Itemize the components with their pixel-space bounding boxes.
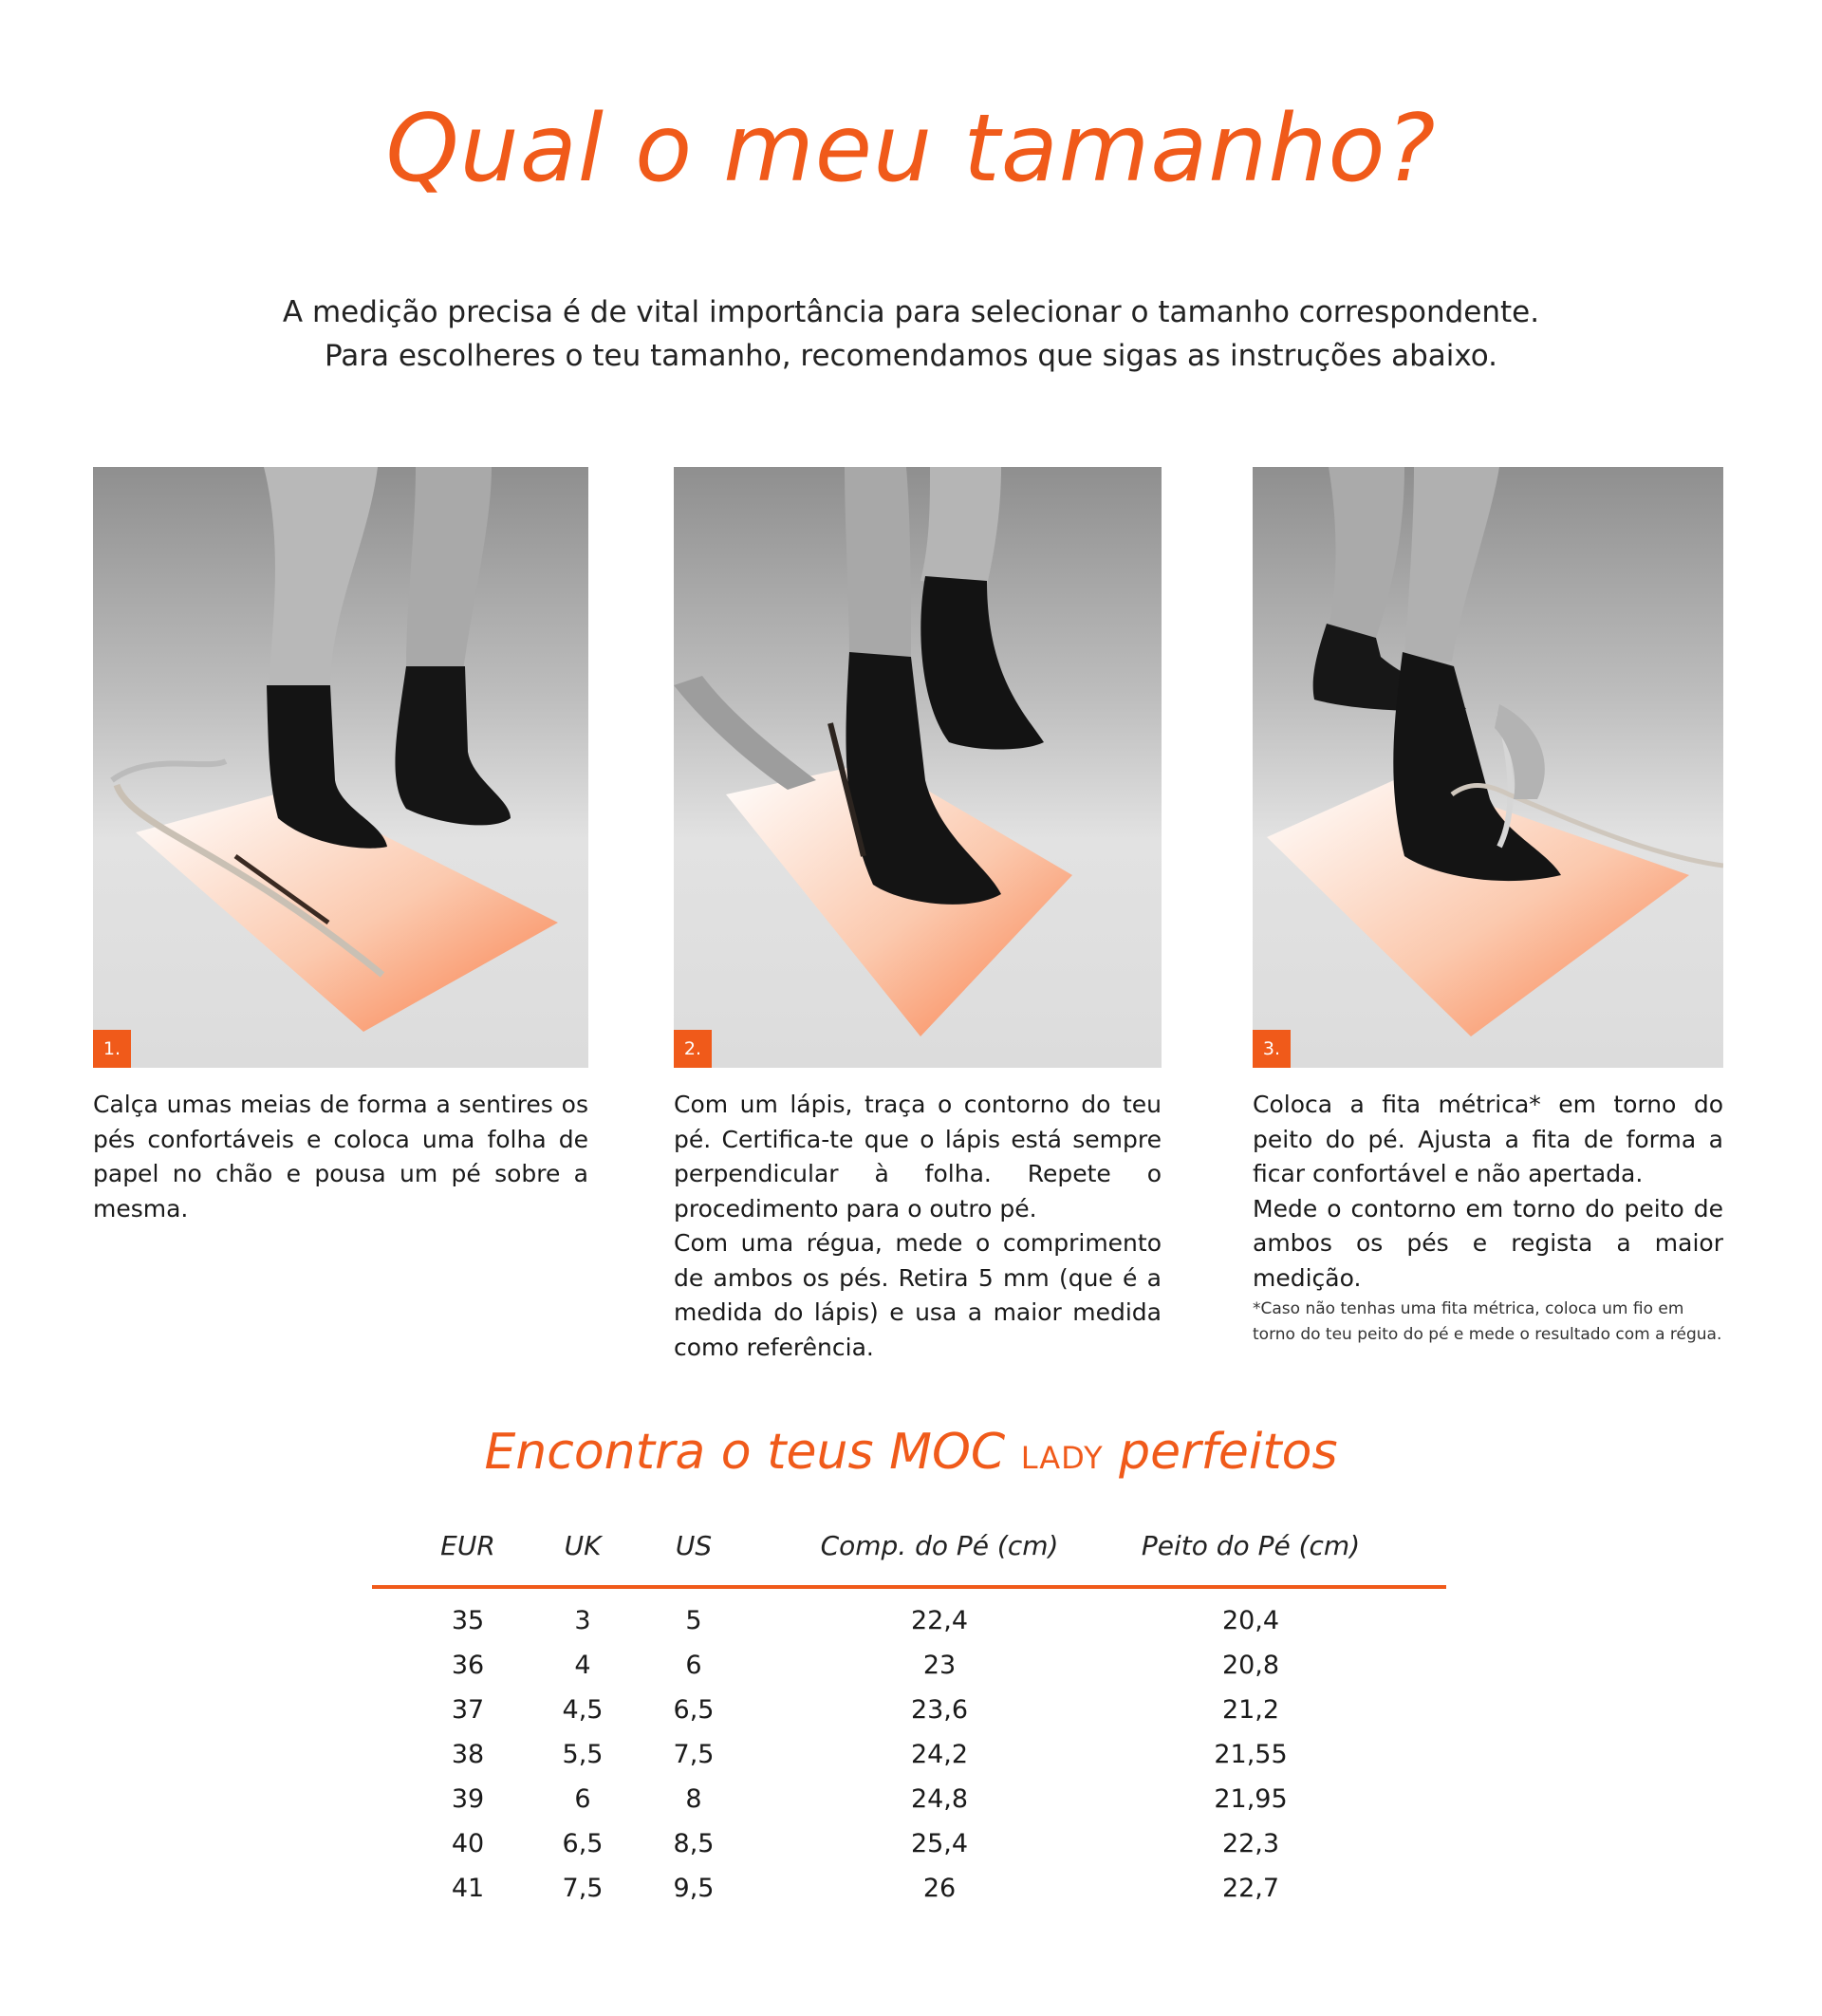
- column-header-foot-length: Comp. do Pé (cm): [820, 1530, 1059, 1561]
- column-header-us: US: [675, 1530, 713, 1561]
- size-table-title: [0, 1424, 1822, 1481]
- page-title: Qual o meu tamanho?: [385, 95, 1437, 203]
- step-1-photo: [93, 467, 588, 1068]
- cell-eur: 36: [451, 1651, 485, 1680]
- cell-uk: 4,5: [562, 1695, 604, 1725]
- cell-foot-length: 23: [922, 1651, 957, 1680]
- step-1-text: [93, 1088, 588, 1226]
- size-table-body: [372, 1606, 1446, 1918]
- table-row: [372, 1784, 1446, 1829]
- step-3-footnote: *Caso não tenhas uma fita métrica, coloca um fio em torno do teu peito do pé e mede o resultado com a régua.: [1253, 1299, 1722, 1344]
- cell-foot-length: 23,6: [910, 1695, 969, 1725]
- cell-uk: 4: [574, 1651, 591, 1680]
- size-table-title-part-3: perfeitos: [1119, 1424, 1338, 1481]
- cell-eur: 35: [451, 1606, 485, 1635]
- step-3-text: [1253, 1088, 1723, 1296]
- cell-instep: 22,7: [1221, 1874, 1280, 1903]
- table-row: [372, 1606, 1446, 1651]
- step-1-illustration: [93, 467, 588, 1068]
- cell-us: 6: [685, 1651, 702, 1680]
- cell-uk: 7,5: [562, 1874, 604, 1903]
- table-row: [372, 1829, 1446, 1874]
- step-3-paragraph-1: Coloca a fita métrica* em torno do peito do pé. Ajusta a fita de forma a ficar confortável e não apertada.: [1253, 1091, 1723, 1187]
- table-row: [372, 1740, 1446, 1784]
- header-divider: [372, 1585, 1446, 1589]
- cell-uk: 6,5: [562, 1829, 604, 1858]
- cell-uk: 3: [574, 1606, 591, 1635]
- size-table-header: [372, 1530, 1446, 1574]
- cell-us: 8,5: [673, 1829, 715, 1858]
- cell-foot-length: 24,8: [910, 1784, 969, 1814]
- intro-line-1: A medição precisa é de vital importância para selecionar o tamanho correspondente.: [282, 295, 1540, 329]
- cell-us: 6,5: [673, 1695, 715, 1725]
- cell-instep: 20,4: [1221, 1606, 1280, 1635]
- cell-eur: 38: [451, 1740, 485, 1769]
- step-3-photo: [1253, 467, 1723, 1068]
- table-row: [372, 1695, 1446, 1740]
- step-1-number: 1.: [93, 1030, 131, 1068]
- step-3-number: 3.: [1253, 1030, 1291, 1068]
- column-header-eur: EUR: [440, 1530, 495, 1561]
- step-2-paragraph-1: Com um lápis, traça o contorno do teu pé. Certifica-te que o lápis está sempre perpendicular à folha. Repete o procedimento para o outro pé.: [674, 1091, 1162, 1223]
- cell-eur: 41: [451, 1874, 485, 1903]
- cell-eur: 40: [451, 1829, 485, 1858]
- cell-instep: 22,3: [1221, 1829, 1280, 1858]
- cell-instep: 21,55: [1214, 1740, 1288, 1769]
- intro-line-2: Para escolheres o teu tamanho, recomendamos que sigas as instruções abaixo.: [324, 339, 1498, 373]
- cell-us: 9,5: [673, 1874, 715, 1903]
- step-2-text: [674, 1088, 1162, 1365]
- step-3-illustration: [1253, 467, 1723, 1068]
- cell-instep: 21,95: [1214, 1784, 1288, 1814]
- cell-foot-length: 24,2: [910, 1740, 969, 1769]
- cell-uk: 6: [574, 1784, 591, 1814]
- cell-foot-length: 25,4: [910, 1829, 969, 1858]
- cell-instep: 21,2: [1221, 1695, 1280, 1725]
- cell-foot-length: 26: [922, 1874, 957, 1903]
- size-table: [372, 1530, 1446, 1903]
- size-table-title-lady: LADY: [1020, 1440, 1104, 1476]
- table-row: [372, 1651, 1446, 1695]
- column-header-uk: UK: [564, 1530, 602, 1561]
- cell-us: 5: [685, 1606, 702, 1635]
- intro-text: [0, 290, 1822, 378]
- cell-us: 8: [685, 1784, 702, 1814]
- size-table-title-part-1: Encontra o teus MOC: [484, 1424, 1006, 1481]
- step-2-paragraph-2: Com uma régua, mede o comprimento de ambos os pés. Retira 5 mm (que é a medida do lápis) e usa a maior medida como referência.: [674, 1229, 1162, 1361]
- step-2-number: 2.: [674, 1030, 712, 1068]
- table-row: [372, 1874, 1446, 1918]
- step-1-paragraph: Calça umas meias de forma a sentires os pés confortáveis e coloca uma folha de papel no chão e pousa um pé sobre a mesma.: [93, 1091, 588, 1223]
- step-2-photo: [674, 467, 1162, 1068]
- cell-us: 7,5: [673, 1740, 715, 1769]
- column-header-instep: Peito do Pé (cm): [1141, 1530, 1361, 1561]
- step-3-paragraph-2: Mede o contorno em torno do peito de ambos os pés e regista a maior medição.: [1253, 1194, 1723, 1292]
- cell-eur: 37: [451, 1695, 485, 1725]
- cell-uk: 5,5: [562, 1740, 604, 1769]
- cell-instep: 20,8: [1221, 1651, 1280, 1680]
- cell-eur: 39: [451, 1784, 485, 1814]
- cell-foot-length: 22,4: [910, 1606, 969, 1635]
- step-2-illustration: [674, 467, 1162, 1068]
